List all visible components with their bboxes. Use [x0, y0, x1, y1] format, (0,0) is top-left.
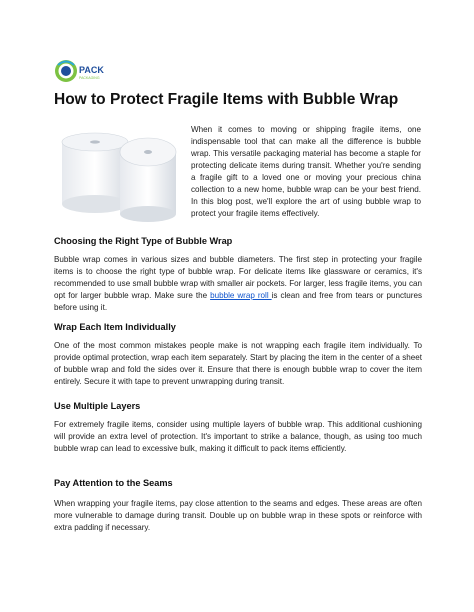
section-heading: Use Multiple Layers — [54, 401, 141, 411]
section-text: Bubble wrap comes in various sizes and bubble diameters. The first step in protecting your fragile items is to choose the right type of bubble wrap. For delicate items like glassware or ceramics, it's recommended to use small bubble wrap with smaller air pockets. For larger, less fragile items, you can opt for larger bubble wrap. Make sure the — [54, 255, 422, 300]
bubble-wrap-rolls-image — [54, 124, 180, 224]
intro-paragraph: When it comes to moving or shipping fragile items, one indispensable tool that can make all the difference is bubble wrap. This versatile packaging material has become a staple for protecting delicate items during transit. Whether you're sending a fragile gift to a loved one or moving your precious china collection to a new home, bubble wrap can be your best friend. In this blog post, we'll explore the art of using bubble wrap to protect your fragile items effectively. — [191, 125, 421, 218]
company-logo — [54, 56, 114, 86]
bubble-wrap-roll-link[interactable]: bubble wrap roll — [210, 291, 272, 300]
section-text: is clean and free from tears or punctures before using it. — [54, 291, 423, 312]
section-paragraph: For extremely fragile items, consider using multiple layers of bubble wrap. This additional cushioning will provide an extra level of protection. It's important to strike a balance, though, as using too much bubble wrap can lead to excessive bulk, making it difficult to pack items efficiently. — [54, 420, 422, 453]
logo-text: PACK — [79, 65, 104, 75]
section-paragraph — [54, 254, 422, 314]
section-heading: Pay Attention to the Seams — [54, 478, 173, 488]
logo-subtext: PACKAGING — [79, 76, 100, 80]
section-heading: Wrap Each Item Individually — [54, 322, 176, 332]
section-paragraph: One of the most common mistakes people make is not wrapping each fragile item individually. To provide optimal protection, wrap each item separately. Start by placing the item in the center of a sheet of bubble wrap and fold the sides over it. Ensure that there is enough bubble wrap to cover the item entirely. Secure it with tape to prevent unwrapping during transit. — [54, 341, 422, 386]
section-heading: Choosing the Right Type of Bubble Wrap — [54, 236, 233, 246]
section-paragraph: When wrapping your fragile items, pay close attention to the seams and edges. These areas are often more vulnerable to damage during transit. Double up on bubble wrap in these spots or reinforce with extra padding if necessary. — [54, 499, 422, 532]
page-title: How to Protect Fragile Items with Bubble Wrap — [54, 91, 399, 108]
